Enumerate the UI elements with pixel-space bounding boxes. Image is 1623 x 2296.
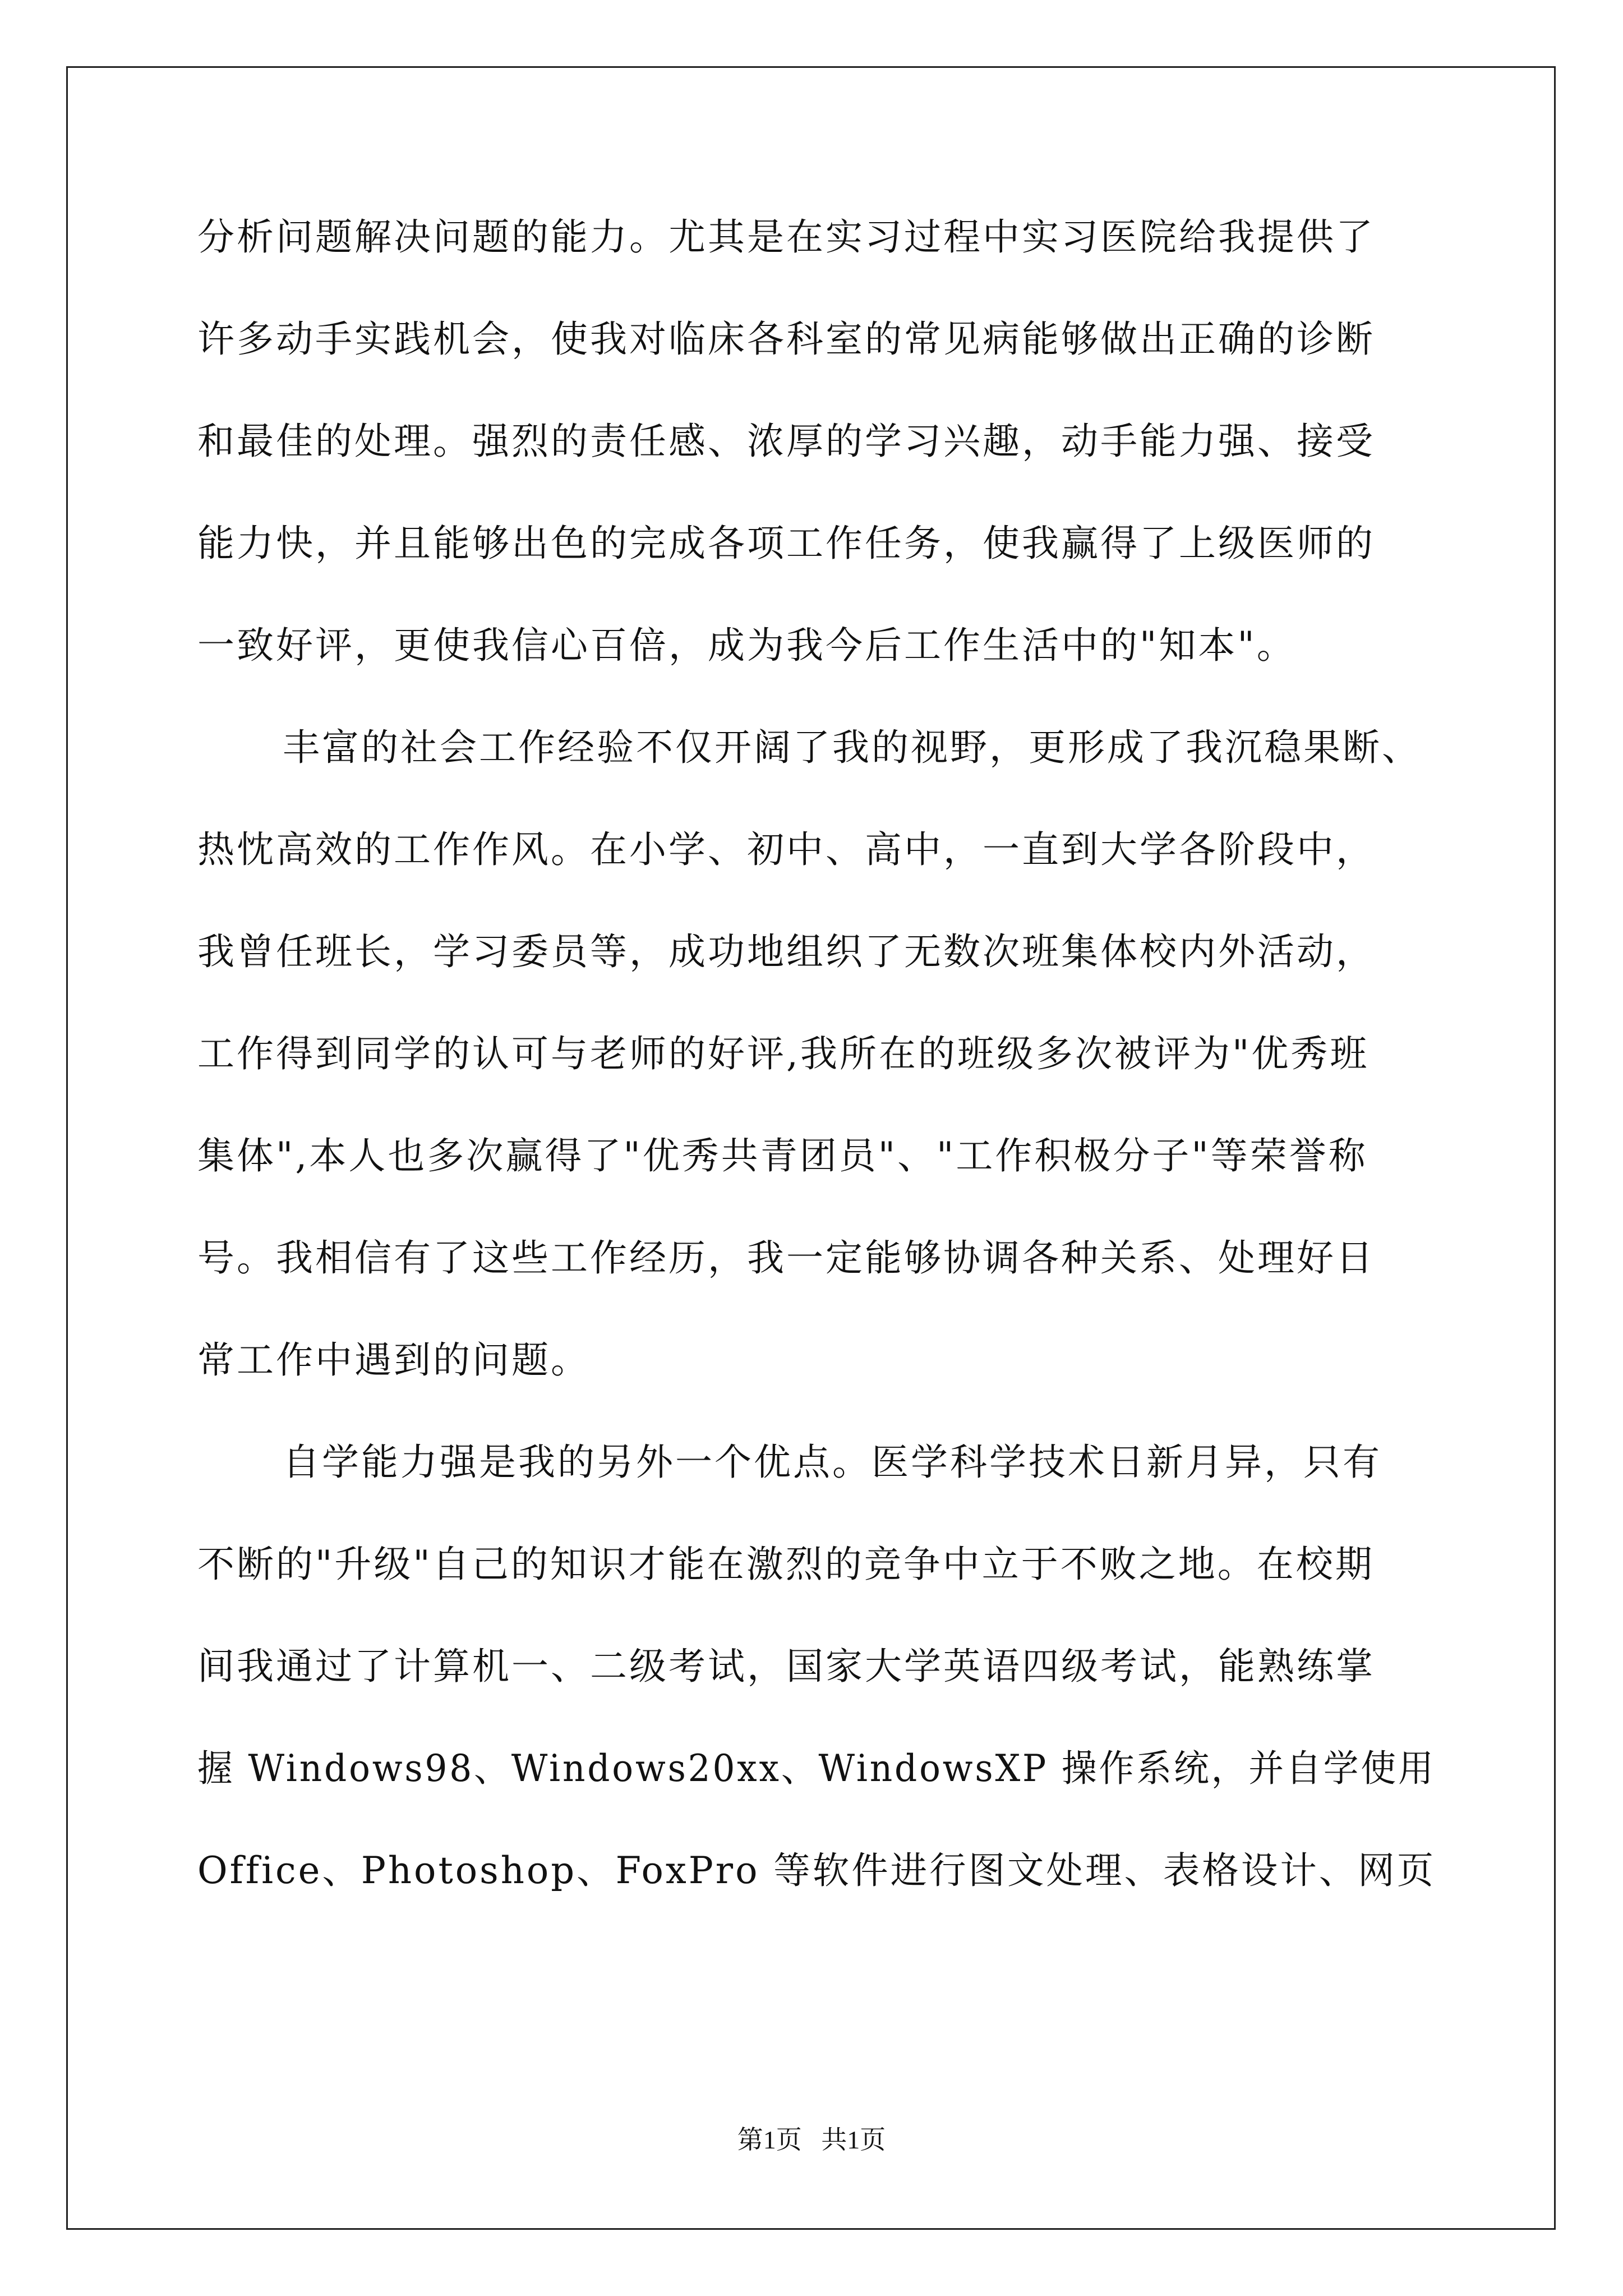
text-line: 分析问题解决问题的能力。尤其是在实习过程中实习医院给我提供了 xyxy=(197,215,1375,259)
text-line: 常工作中遇到的问题。 xyxy=(197,1338,590,1382)
text-line: 握 Windows98、Windows20xx、WindowsXP 操作系统，并自学使用 xyxy=(197,1747,1436,1790)
text-line: 集体",本人也多次赢得了"优秀共青团员"、"工作积极分子"等荣誉称 xyxy=(197,1134,1368,1177)
page-footer: 第1页 共1页 xyxy=(737,2125,886,2154)
text-line: 间我通过了计算机一、二级考试，国家大学英语四级考试，能熟练掌 xyxy=(197,1645,1375,1688)
paragraph-first-line: 丰富的社会工作经验不仅开阔了我的视野，更形成了我沉稳果断、 xyxy=(283,726,1421,769)
text-line: 我曾任班长，学习委员等，成功地组织了无数次班集体校内外活动， xyxy=(197,930,1375,973)
text-line: 热忱高效的工作作风。在小学、初中、高中，一直到大学各阶段中， xyxy=(197,828,1375,871)
text-line: Office、Photoshop、FoxPro 等软件进行图文处理、表格设计、网页 xyxy=(197,1849,1436,1892)
text-line: 工作得到同学的认可与老师的好评,我所在的班级多次被评为"优秀班 xyxy=(197,1032,1370,1075)
text-line: 和最佳的处理。强烈的责任感、浓厚的学习兴趣，动手能力强、接受 xyxy=(197,420,1375,463)
paragraph-first-line: 自学能力强是我的另外一个优点。医学科学技术日新月异，只有 xyxy=(283,1441,1382,1484)
text-line: 许多动手实践机会，使我对临床各科室的常见病能够做出正确的诊断 xyxy=(197,318,1375,361)
text-line: 一致好评，更使我信心百倍，成为我今后工作生活中的"知本"。 xyxy=(197,624,1296,667)
text-line: 不断的"升级"自己的知识才能在激烈的竞争中立于不败之地。在校期 xyxy=(197,1543,1375,1586)
text-line: 能力快，并且能够出色的完成各项工作任务，使我赢得了上级医师的 xyxy=(197,522,1375,565)
text-line: 号。我相信有了这些工作经历，我一定能够协调各种关系、处理好日 xyxy=(197,1236,1375,1280)
